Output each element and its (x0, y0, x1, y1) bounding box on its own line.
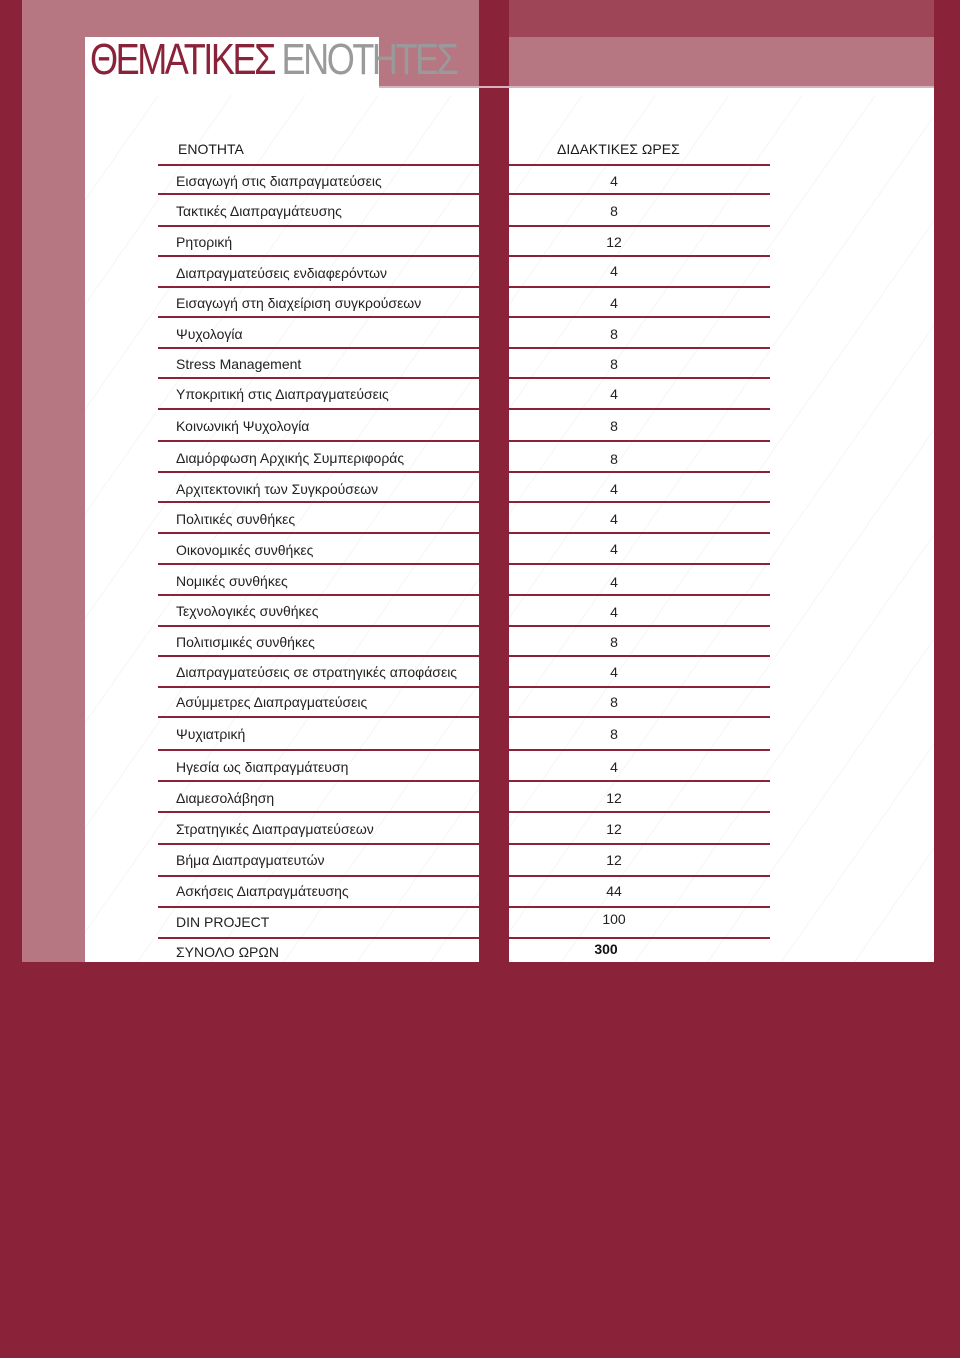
row-rule (158, 377, 479, 379)
row-rule (158, 625, 479, 627)
row-rule (509, 532, 770, 534)
row-rule (509, 193, 770, 195)
row-topic: Κοινωνική Ψυχολογία (176, 418, 310, 434)
row-hours: 8 (610, 326, 618, 342)
row-topic: Διαμεσολάβηση (176, 790, 275, 806)
row-topic: Βήμα Διαπραγματευτών (176, 852, 325, 868)
row-topic: Ασκήσεις Διαπραγμάτευσης (176, 883, 349, 899)
row-rule (509, 906, 770, 908)
row-rule (158, 937, 479, 939)
row-topic: Stress Management (176, 356, 302, 372)
total-hours: 300 (594, 941, 618, 957)
left-decorative-band (22, 0, 85, 962)
page-title (90, 34, 457, 86)
total-label: ΣΥΝΟΛΟ ΩΡΩΝ (176, 944, 279, 960)
row-rule (509, 440, 770, 442)
row-topic: Οικονομικές συνθήκες (176, 542, 314, 558)
row-hours: 4 (610, 263, 618, 279)
row-rule (509, 316, 770, 318)
row-rule (509, 594, 770, 596)
row-rule (509, 655, 770, 657)
row-topic: Πολιτικές συνθήκες (176, 511, 296, 527)
row-hours: 4 (610, 511, 618, 527)
title-word-thematic: ΘΕΜΑΤΙΚΕΣ (90, 35, 274, 84)
center-divider-strip (479, 0, 509, 962)
row-topic: Υποκριτική στις Διαπραγματεύσεις (176, 386, 389, 402)
row-hours: 8 (610, 451, 618, 467)
row-rule (509, 377, 770, 379)
row-rule (509, 255, 770, 257)
row-hours: 12 (606, 790, 622, 806)
row-hours: 4 (610, 295, 618, 311)
row-rule (509, 749, 770, 751)
row-rule (509, 875, 770, 877)
row-topic: Τεχνολογικές συνθήκες (176, 603, 319, 619)
row-topic: Εισαγωγή στις διαπραγματεύσεις (176, 173, 382, 189)
row-rule (158, 471, 479, 473)
row-topic: Διαπραγματεύσεις σε στρατηγικές αποφάσεις (176, 664, 458, 680)
row-hours: 4 (610, 664, 618, 680)
row-hours: 12 (606, 234, 622, 250)
row-hours: 4 (610, 386, 618, 402)
row-rule (158, 347, 479, 349)
column-header-topic: ΕΝΟΤΗΤΑ (178, 141, 244, 157)
row-hours: 4 (610, 604, 618, 620)
row-rule (509, 225, 770, 227)
row-rule (509, 625, 770, 627)
row-topic: DIN PROJECT (176, 914, 270, 930)
right-header-decorative-block (509, 37, 934, 88)
row-hours: 4 (610, 759, 618, 775)
row-rule (158, 843, 479, 845)
row-topic: Ασύμμετρες Διαπραγματεύσεις (176, 694, 368, 710)
row-rule (509, 716, 770, 718)
row-rule (158, 716, 479, 718)
header-rule (509, 164, 770, 166)
row-hours: 12 (606, 821, 622, 837)
row-rule (158, 316, 479, 318)
row-topic: Εισαγωγή στη διαχείριση συγκρούσεων (176, 295, 422, 311)
row-topic: Διαμόρφωση Αρχικής Συμπεριφοράς (176, 450, 405, 466)
row-rule (509, 501, 770, 503)
row-hours: 12 (606, 852, 622, 868)
row-rule (158, 563, 479, 565)
row-rule (509, 686, 770, 688)
header-rule (158, 164, 479, 166)
row-rule (509, 563, 770, 565)
row-rule (158, 440, 479, 442)
row-hours: 8 (610, 203, 618, 219)
row-hours: 8 (610, 356, 618, 372)
row-rule (158, 749, 479, 751)
row-topic: Στρατηγικές Διαπραγματεύσεων (176, 821, 374, 837)
row-rule (158, 225, 479, 227)
header-underline (379, 86, 934, 88)
row-topic: Τακτικές Διαπραγμάτευσης (176, 203, 342, 219)
row-rule (158, 811, 479, 813)
row-rule (158, 532, 479, 534)
row-topic: Διαπραγματεύσεις ενδιαφερόντων (176, 265, 388, 281)
row-hours: 8 (610, 418, 618, 434)
row-hours: 4 (610, 173, 618, 189)
row-topic: Ηγεσία ως διαπραγμάτευση (176, 759, 349, 775)
row-rule (509, 780, 770, 782)
row-topic: Αρχιτεκτονική των Συγκρούσεων (176, 481, 379, 497)
row-rule (509, 937, 770, 939)
row-topic: Ρητορική (176, 234, 233, 250)
row-rule (158, 408, 479, 410)
row-rule (158, 286, 479, 288)
column-header-hours: ΔΙΔΑΚΤΙΚΕΣ ΩΡΕΣ (557, 141, 680, 157)
row-hours: 4 (610, 541, 618, 557)
row-rule (158, 906, 479, 908)
row-rule (158, 780, 479, 782)
row-topic: Ψυχιατρική (176, 726, 246, 742)
row-rule (158, 875, 479, 877)
row-hours: 4 (610, 481, 618, 497)
row-rule (158, 594, 479, 596)
row-rule (158, 686, 479, 688)
title-word-units: ΕΝΟΤΗΤΕΣ (281, 35, 457, 84)
row-rule (158, 501, 479, 503)
row-rule (509, 471, 770, 473)
row-topic: Πολιτισμικές συνθήκες (176, 634, 315, 650)
row-rule (509, 811, 770, 813)
row-topic: Ψυχολογία (176, 326, 243, 342)
row-hours: 100 (602, 911, 626, 927)
row-hours: 8 (610, 726, 618, 742)
row-hours: 4 (610, 574, 618, 590)
row-topic: Νομικές συνθήκες (176, 573, 288, 589)
row-rule (158, 193, 479, 195)
row-rule (509, 347, 770, 349)
row-hours: 8 (610, 694, 618, 710)
row-rule (509, 286, 770, 288)
row-rule (509, 408, 770, 410)
row-rule (158, 655, 479, 657)
row-rule (158, 255, 479, 257)
row-hours: 8 (610, 634, 618, 650)
row-hours: 44 (606, 883, 622, 899)
row-rule (509, 843, 770, 845)
